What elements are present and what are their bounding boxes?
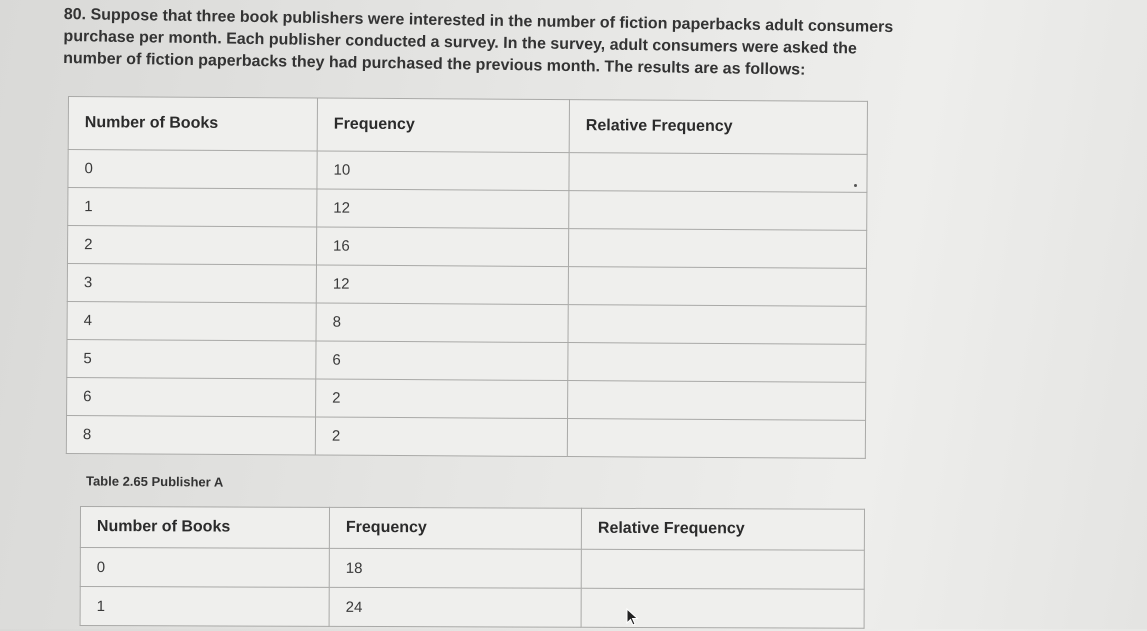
relative-frequency-cell[interactable] (581, 588, 864, 628)
table-row (67, 301, 866, 344)
frequency-cell: 12 (317, 189, 569, 229)
table-row (67, 339, 866, 382)
relative-frequency-cell[interactable] (569, 153, 867, 193)
relative-frequency-cell[interactable] (568, 267, 866, 307)
frequency-cell: 16 (316, 227, 568, 267)
publisher-a-table (66, 96, 868, 459)
books-cell: 1 (80, 587, 329, 627)
books-cell: 3 (67, 263, 316, 303)
frequency-cell: 2 (315, 417, 567, 457)
table-row (68, 150, 867, 193)
relative-frequency-cell[interactable] (569, 191, 867, 231)
frequency-cell: 24 (329, 587, 581, 627)
table-caption: Table 2.65 Publisher A (85, 473, 224, 490)
relative-frequency-cell[interactable] (568, 229, 866, 269)
table-row (68, 188, 867, 231)
frequency-cell: 10 (317, 151, 569, 191)
relative-frequency-cell[interactable] (567, 419, 865, 459)
table-row (80, 548, 864, 590)
books-cell: 5 (67, 339, 316, 379)
header-number-of-books: Number of Books (68, 97, 317, 152)
problem-line-1: 80. Suppose that three book publishers were interested in the number of fiction paperbacks adult consumers (63, 5, 894, 37)
frequency-cell: 6 (316, 341, 568, 381)
header-frequency: Frequency (329, 507, 581, 549)
table-row (67, 226, 866, 269)
header-number-of-books: Number of Books (80, 507, 329, 549)
books-cell: 4 (67, 301, 316, 341)
header-relative-frequency: Relative Frequency (581, 508, 864, 550)
books-cell: 2 (67, 226, 316, 266)
books-cell: 6 (67, 377, 316, 417)
frequency-cell: 18 (329, 548, 581, 588)
books-cell: 1 (68, 188, 317, 228)
books-cell: 0 (68, 150, 317, 190)
table-header-row (80, 507, 864, 551)
relative-frequency-cell[interactable] (568, 305, 866, 345)
table-row (67, 377, 866, 420)
header-frequency: Frequency (317, 98, 569, 153)
frequency-cell: 12 (316, 265, 568, 305)
mouse-pointer-icon (626, 608, 640, 631)
frequency-cell: 2 (316, 379, 568, 419)
relative-frequency-cell[interactable] (581, 549, 864, 589)
problem-line-2: purchase per month. Each publisher conducted a survey. In the survey, adult consumers were asked the (63, 27, 857, 58)
books-cell: 0 (80, 548, 329, 588)
header-relative-frequency: Relative Frequency (569, 100, 867, 155)
books-cell: 8 (66, 415, 315, 455)
table-header-row (68, 97, 867, 155)
table-row (67, 263, 866, 306)
table-row (66, 415, 865, 458)
problem-text (63, 4, 1124, 87)
relative-frequency-cell[interactable] (568, 381, 866, 421)
problem-line-3: number of fiction paperbacks they had purchased the previous month. The results are as follows: (63, 49, 806, 79)
frequency-cell: 8 (316, 303, 568, 343)
publisher-b-table (80, 506, 865, 629)
relative-frequency-cell[interactable] (568, 343, 866, 383)
table-row (80, 587, 864, 629)
speck-dot (854, 184, 857, 187)
